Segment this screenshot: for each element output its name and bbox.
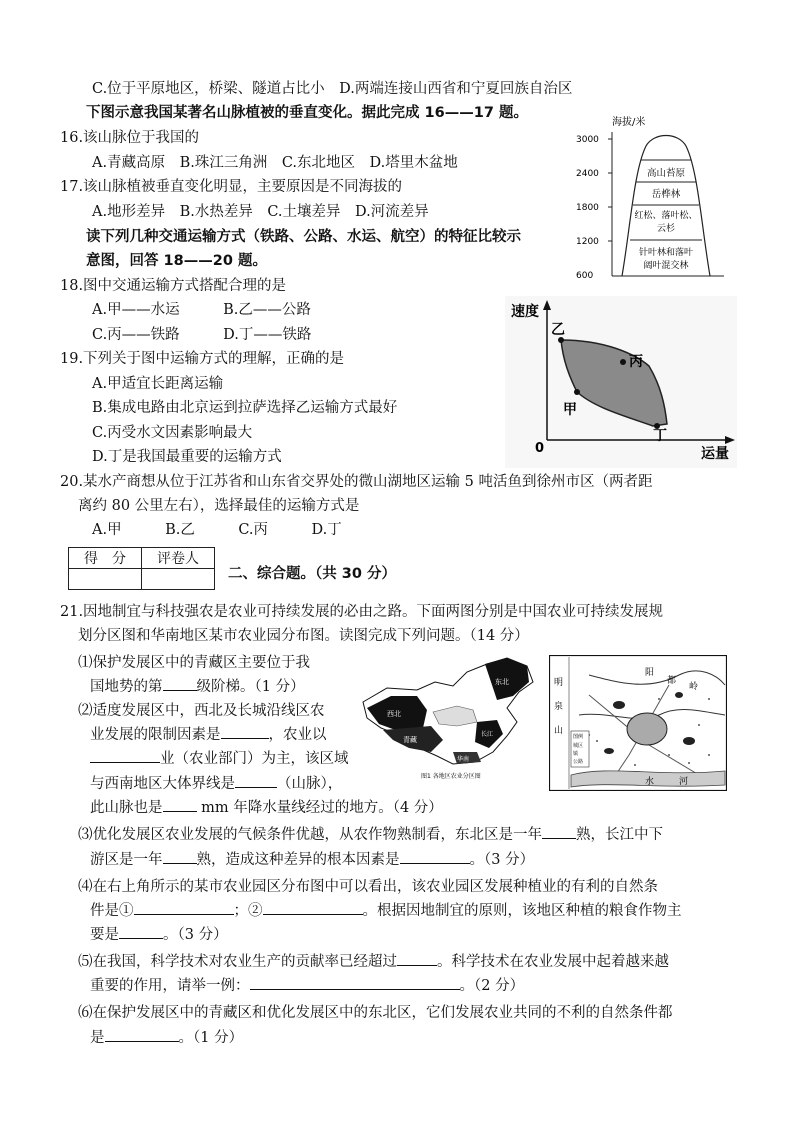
- park-label: 泉: [554, 702, 564, 712]
- label-yi: 乙: [551, 322, 565, 338]
- intro-18-20-line2: 意图，回答 18——20 题。: [86, 253, 267, 269]
- park-blob: [675, 692, 683, 698]
- q19-stem: 19.下列关于图中运输方式的理解，正确的是: [60, 351, 345, 367]
- q21-p2-line4: 与西南地区大体界线是 （山脉），: [90, 773, 342, 795]
- q20-line2: 离约 80 公里左右），选择最佳的运输方式是: [78, 498, 360, 514]
- zone-label: 针叶林和落叶: [638, 248, 694, 258]
- section-2-title: 二、综合题。（共 30 分）: [228, 566, 397, 582]
- q16-stem: 16.该山脉位于我国的: [60, 130, 200, 146]
- q19-option-a: A.甲适宜长距离运输: [92, 376, 224, 392]
- q21-line1: 21.因地制宜与科技强农是农业可持续发展的必由之路。下面两图分别是中国农业可持续发展规: [60, 604, 664, 620]
- china-zoning-map: [357, 652, 547, 782]
- q21-p3-line1: ⑶优化发展区农业发展的气候条件优越，从农作物熟制看，东北区是一年 熟，长江中下: [78, 824, 663, 846]
- q15-options-cd: C.位于平原地区，桥梁、隧道占比小 D.两端连接山西省和宁夏回族自治区: [92, 81, 573, 97]
- transport-ylabel: 速度: [511, 304, 539, 320]
- q21-p4-line2: 件是① ；② 。根据因地制宜的原则，该地区种植的粮食作物主: [90, 900, 682, 922]
- q18-row1: A.甲——水运 B.乙——公路: [92, 302, 311, 318]
- park-blob: [613, 701, 625, 709]
- q20-line1: 20.某水产商想从位于江苏省和山东省交界处的微山湖地区运输 5 吨活鱼到徐州市区（两者距: [60, 474, 653, 490]
- answer-blank-11[interactable]: [119, 924, 163, 939]
- score-table: [68, 547, 215, 590]
- q20-options: A.甲 B.乙 C.丙 D.丁: [92, 522, 342, 538]
- map-label: 西北: [387, 710, 401, 718]
- q21-p2-line1: ⑵适度发展区中，西北及长城沿线区农: [78, 703, 325, 719]
- q19-option-c: C.丙受水文因素影响最大: [92, 425, 253, 441]
- legend-title: 图例: [573, 734, 584, 740]
- answer-blank-2[interactable]: [221, 724, 269, 739]
- label-ding: 丁: [653, 428, 667, 444]
- legend-item: 镇: [573, 751, 579, 757]
- answer-blank-1[interactable]: [163, 676, 197, 691]
- q19-option-b: B.集成电路由北京运到拉萨选择乙运输方式最好: [92, 400, 398, 416]
- zone-label: 高山苔原: [646, 168, 686, 179]
- tick-label: 1800: [576, 203, 599, 213]
- q21-p3-line2: 游区是一年 熟，造成这种差异的根本因素是 。（3 分）: [90, 849, 534, 871]
- point-bing: [620, 359, 626, 365]
- point-jia: [574, 389, 580, 395]
- map-caption: 图1 各地区农业分区图: [421, 773, 481, 780]
- mountain-ylabel: 海拔/米: [612, 117, 646, 128]
- intro-16-17: 下图示意我国某著名山脉植被的垂直变化。据此完成 16——17 题。: [86, 105, 528, 121]
- score-cell[interactable]: [69, 569, 142, 590]
- q21-p5-line1: ⑸在我国，科学技术对农业生产的贡献率已经超过 。科学技术在农业发展中起着越来越: [78, 951, 669, 973]
- label-jia: 甲: [563, 402, 577, 418]
- q21-p6-line2: 是 。（1 分）: [90, 1027, 243, 1049]
- answer-blank-7[interactable]: [163, 849, 197, 864]
- zone-label: 岳桦林: [651, 189, 681, 200]
- tick-label: 600: [576, 271, 594, 281]
- q16-options: A.青藏高原 B.珠江三角洲 C.东北地区 D.塔里木盆地: [92, 155, 458, 171]
- grader-cell[interactable]: [142, 569, 215, 590]
- map-label: 青藏: [403, 736, 417, 744]
- legend-item: 公路: [573, 759, 584, 765]
- legend-item: 城区: [573, 743, 584, 749]
- q21-p1-line1: ⑴保护发展区中的青藏区主要位于我: [78, 655, 310, 671]
- q21-p5-line2: 重要的作用，请举一例： 。（2 分）: [90, 975, 524, 997]
- map-label: 长江: [481, 731, 494, 738]
- agri-park-map: [549, 655, 727, 791]
- zone-label: 阔叶混交林: [643, 261, 689, 271]
- intro-18-20-line1: 读下列几种交通运输方式（铁路、公路、水运、航空）的特征比较示: [86, 229, 521, 245]
- tick-label: 2400: [576, 169, 599, 179]
- answer-blank-3[interactable]: [90, 748, 160, 763]
- transport-figure: [505, 296, 737, 468]
- zone-label: 红松、落叶松、: [634, 211, 698, 221]
- q19-option-d: D.丁是我国最重要的运输方式: [92, 449, 282, 465]
- q21-p1-line2: 国地势的第 级阶梯。（1 分）: [90, 676, 305, 698]
- q21-p2-line2: 业发展的限制因素是 ，农业以: [90, 724, 327, 746]
- q21-line2: 划分区图和华南地区某市农业园分布图。读图完成下列问题。（14 分）: [78, 628, 529, 644]
- answer-blank-9[interactable]: [134, 900, 234, 915]
- answer-blank-4[interactable]: [235, 773, 277, 788]
- q18-row2: C.丙——铁路 D.丁——铁路: [92, 327, 312, 343]
- score-header: 得 分: [69, 548, 142, 569]
- grader-header: 评卷人: [142, 548, 215, 569]
- answer-blank-8[interactable]: [400, 849, 470, 864]
- q21-p4-line1: ⑷在右上角所示的某市农业园区分布图中可以看出，该农业园区发展种植业的有利的自然条: [78, 879, 658, 895]
- tick-label: 1200: [576, 237, 599, 247]
- park-label: 都: [667, 676, 677, 686]
- park-label: 河: [679, 777, 689, 787]
- q21-p6-line1: ⑹在保护发展区中的青藏区和优化发展区中的东北区，它们发展农业共同的不利的自然条件都: [78, 1005, 673, 1021]
- answer-blank-12[interactable]: [397, 951, 437, 966]
- park-label: 阳: [645, 668, 655, 678]
- transport-origin: 0: [535, 441, 545, 456]
- label-bing: 丙: [629, 354, 643, 370]
- q17-stem: 17.该山脉植被垂直变化明显，主要原因是不同海拔的: [60, 179, 403, 195]
- q18-stem: 18.图中交通运输方式搭配合理的是: [60, 278, 287, 294]
- park-blob: [683, 737, 695, 745]
- map-label: 东北: [495, 678, 509, 686]
- q21-p4-line3: 要是 。（3 分）: [90, 924, 228, 946]
- mountain-vegetation-figure: [572, 110, 742, 282]
- answer-blank-14[interactable]: [105, 1027, 179, 1042]
- park-label: 山: [554, 726, 564, 736]
- answer-blank-5[interactable]: [163, 797, 197, 812]
- park-label: 岭: [689, 682, 699, 692]
- q17-options: A.地形差异 B.水热差异 C.土壤差异 D.河流差异: [92, 204, 429, 220]
- park-label: 水: [645, 777, 655, 787]
- zone-label: 云杉: [656, 224, 676, 234]
- q21-p2-line3: 业（农业部门）为主，该区域: [90, 748, 349, 770]
- city-area: [627, 713, 667, 745]
- answer-blank-10[interactable]: [263, 900, 363, 915]
- map-label: 华南: [457, 756, 470, 763]
- tick-label: 3000: [576, 135, 599, 145]
- park-blob: [604, 748, 614, 754]
- q21-p2-line5: 此山脉也是 mm 年降水量线经过的地方。（4 分）: [90, 797, 443, 819]
- transport-xlabel: 运量: [701, 446, 729, 462]
- park-label: 明: [554, 678, 564, 688]
- answer-blank-6[interactable]: [542, 824, 576, 839]
- answer-blank-13[interactable]: [250, 975, 460, 990]
